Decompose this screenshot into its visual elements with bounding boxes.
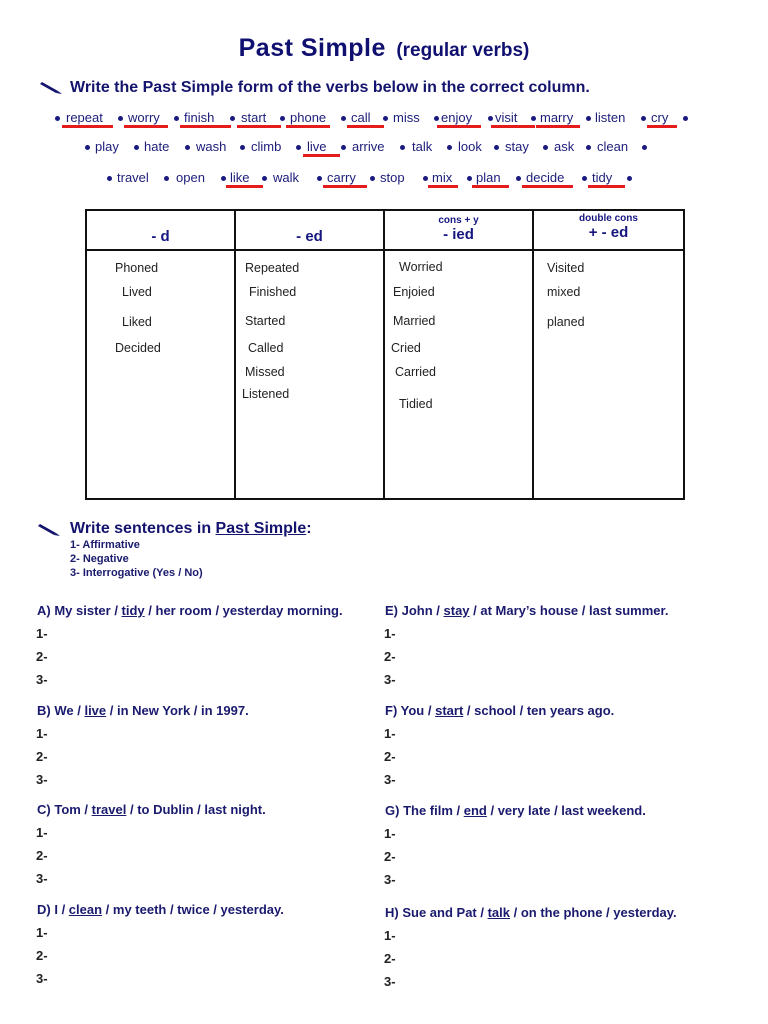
verb-mix: mix xyxy=(432,170,453,185)
verb-hate: hate xyxy=(144,139,170,154)
bullet-dot xyxy=(467,176,472,181)
answer-line-number: 3- xyxy=(384,672,396,687)
bullet-dot xyxy=(262,176,267,181)
answer-line-number: 3- xyxy=(36,672,48,687)
header-ed: - ed xyxy=(296,228,323,245)
answer-line-number: 2- xyxy=(36,749,48,764)
red-underline xyxy=(437,125,481,128)
table-cell: Visited xyxy=(547,261,585,275)
table-cell: Phoned xyxy=(115,261,159,275)
bullet-dot xyxy=(434,116,439,121)
bullet-dot xyxy=(118,116,123,121)
exercise-verb: live xyxy=(84,703,107,718)
verb-phone: phone xyxy=(290,110,327,125)
instruction-verbs: Write the Past Simple form of the verbs below in the correct column. xyxy=(70,79,590,96)
bullet-dot xyxy=(447,145,452,150)
verb-stop: stop xyxy=(380,170,405,185)
answer-line-number: 2- xyxy=(384,951,396,966)
red-underline xyxy=(472,185,509,188)
verb-listen: listen xyxy=(595,110,626,125)
verb-walk: walk xyxy=(273,170,300,185)
title-main: Past Simple xyxy=(238,34,386,62)
verb-plan: plan xyxy=(476,170,501,185)
verb-wash: wash xyxy=(196,139,227,154)
bullet-dot xyxy=(55,116,60,121)
verb-travel: travel xyxy=(117,170,149,185)
exercise-prompt: B) We / live / in New York / in 1997. xyxy=(37,703,249,718)
exercise-prompt: E) John / stay / at Mary’s house / last summer. xyxy=(385,603,669,618)
bullet-dot xyxy=(642,145,647,150)
table-cell: Liked xyxy=(122,315,152,329)
verb-table xyxy=(85,209,685,500)
exercise-prompt: D) I / clean / my teeth / twice / yesterday. xyxy=(37,902,284,917)
table-cell: Listened xyxy=(242,387,290,401)
verb-like: like xyxy=(230,170,250,185)
verb-finish: finish xyxy=(184,110,215,125)
bullet-dot xyxy=(107,176,112,181)
verb-enjoy: enjoy xyxy=(441,110,473,125)
bullet-dot xyxy=(423,176,428,181)
table-cell: Carried xyxy=(395,365,436,379)
bullet-dot xyxy=(341,116,346,121)
verb-repeat: repeat xyxy=(66,110,103,125)
red-underline xyxy=(588,185,625,188)
bullet-dot xyxy=(683,116,688,121)
answer-line-number: 2- xyxy=(384,649,396,664)
answer-line-number: 1- xyxy=(384,928,396,943)
answer-line-number: 1- xyxy=(384,826,396,841)
bullet-dot xyxy=(543,145,548,150)
bullet-dot xyxy=(230,116,235,121)
bullet-dot xyxy=(641,116,646,121)
bullet-dot xyxy=(296,145,301,150)
verb-miss: miss xyxy=(393,110,420,125)
exercise-verb: travel xyxy=(91,802,127,817)
bullet-dot xyxy=(516,176,521,181)
answer-line-number: 2- xyxy=(36,649,48,664)
verb-talk: talk xyxy=(412,139,433,154)
verb-call: call xyxy=(351,110,371,125)
table-cell: Cried xyxy=(391,341,421,355)
sentence-types: 1- Affirmative 2- Negative 3- Interrogative (Yes / No) xyxy=(70,539,203,579)
answer-line-number: 1- xyxy=(384,726,396,741)
verb-tidy: tidy xyxy=(592,170,613,185)
answer-line-number: 3- xyxy=(384,872,396,887)
verb-ask: ask xyxy=(554,139,575,154)
red-underline xyxy=(522,185,573,188)
pencil-icon xyxy=(40,80,62,94)
red-underline xyxy=(303,154,340,157)
title-sub: (regular verbs) xyxy=(396,40,530,61)
red-underline xyxy=(180,125,231,128)
red-underline xyxy=(323,185,367,188)
bullet-dot xyxy=(85,145,90,150)
bullet-dot xyxy=(134,145,139,150)
exercise-verb: end xyxy=(463,803,487,818)
table-cell: Enjoied xyxy=(393,285,435,299)
exercise-prompt: C) Tom / travel / to Dublin / last night. xyxy=(37,802,266,817)
verb-live: live xyxy=(307,139,327,154)
answer-line-number: 3- xyxy=(384,974,396,989)
verb-visit: visit xyxy=(495,110,518,125)
bullet-dot xyxy=(221,176,226,181)
verb-stay: stay xyxy=(505,139,529,154)
red-underline xyxy=(347,125,384,128)
table-cell: Married xyxy=(393,314,436,328)
answer-line-number: 1- xyxy=(36,925,48,940)
exercise-verb: stay xyxy=(443,603,470,618)
answer-line-number: 2- xyxy=(36,848,48,863)
red-underline xyxy=(286,125,330,128)
table-cell: Repeated xyxy=(245,261,300,275)
verb-look: look xyxy=(458,139,482,154)
bullet-dot xyxy=(582,176,587,181)
red-underline xyxy=(237,125,281,128)
header-double: double cons + - ed xyxy=(579,213,638,241)
header-ied: cons + y - ied xyxy=(438,215,479,243)
verb-decide: decide xyxy=(526,170,565,185)
verb-start: start xyxy=(241,110,267,125)
answer-line-number: 2- xyxy=(384,749,396,764)
answer-line-number: 3- xyxy=(36,772,48,787)
red-underline xyxy=(647,125,677,128)
red-underline xyxy=(428,185,458,188)
verb-play: play xyxy=(95,139,119,154)
verb-clean: clean xyxy=(597,139,629,154)
bullet-dot xyxy=(164,176,169,181)
table-cell: Worried xyxy=(399,260,443,274)
verb-marry: marry xyxy=(540,110,574,125)
exercise-prompt: H) Sue and Pat / talk / on the phone / yesterday. xyxy=(385,905,677,920)
answer-line-number: 2- xyxy=(384,849,396,864)
exercise-verb: clean xyxy=(68,902,103,917)
exercise-prompt: G) The film / end / very late / last weekend. xyxy=(385,803,646,818)
bullet-dot xyxy=(586,145,591,150)
table-cell: Called xyxy=(248,341,284,355)
answer-line-number: 3- xyxy=(384,772,396,787)
answer-line-number: 1- xyxy=(384,626,396,641)
verb-open: open xyxy=(176,170,205,185)
verb-cry: cry xyxy=(651,110,669,125)
bullet-dot xyxy=(494,145,499,150)
exercise-verb: start xyxy=(435,703,464,718)
table-cell: Decided xyxy=(115,341,161,355)
bullet-dot xyxy=(586,116,591,121)
bullet-dot xyxy=(531,116,536,121)
table-cell: Finished xyxy=(249,285,297,299)
bullet-dot xyxy=(627,176,632,181)
red-underline xyxy=(226,185,263,188)
verb-arrive: arrive xyxy=(352,139,385,154)
page-title xyxy=(0,34,768,63)
table-cell: Lived xyxy=(122,285,152,299)
answer-line-number: 1- xyxy=(36,825,48,840)
answer-line-number: 2- xyxy=(36,948,48,963)
answer-line-number: 3- xyxy=(36,971,48,986)
answer-line-number: 3- xyxy=(36,871,48,886)
pencil-icon xyxy=(38,522,60,536)
red-underline xyxy=(124,125,168,128)
exercise-prompt: A) My sister / tidy / her room / yesterday morning. xyxy=(37,603,343,618)
past-simple-link: Past Simple xyxy=(215,520,307,537)
table-cell: mixed xyxy=(547,285,581,299)
red-underline xyxy=(536,125,580,128)
bullet-dot xyxy=(370,176,375,181)
table-cell: Started xyxy=(245,314,286,328)
exercise-verb: tidy xyxy=(121,603,145,618)
bullet-dot xyxy=(185,145,190,150)
red-underline xyxy=(62,125,113,128)
bullet-dot xyxy=(488,116,493,121)
bullet-dot xyxy=(383,116,388,121)
red-underline xyxy=(491,125,535,128)
table-cell: Tidied xyxy=(399,397,433,411)
table-cell: Missed xyxy=(245,365,285,379)
verb-carry: carry xyxy=(327,170,356,185)
bullet-dot xyxy=(317,176,322,181)
exercise-prompt: F) You / start / school / ten years ago. xyxy=(385,703,615,718)
verb-worry: worry xyxy=(128,110,160,125)
answer-line-number: 1- xyxy=(36,626,48,641)
bullet-dot xyxy=(280,116,285,121)
table-cell: planed xyxy=(547,315,585,329)
instruction-sentences: Write sentences in Past Simple: xyxy=(70,520,312,537)
bullet-dot xyxy=(240,145,245,150)
answer-line-number: 1- xyxy=(36,726,48,741)
bullet-dot xyxy=(341,145,346,150)
header-d: - d xyxy=(151,228,170,245)
bullet-dot xyxy=(174,116,179,121)
bullet-dot xyxy=(400,145,405,150)
exercise-verb: talk xyxy=(487,905,510,920)
verb-climb: climb xyxy=(251,139,282,154)
